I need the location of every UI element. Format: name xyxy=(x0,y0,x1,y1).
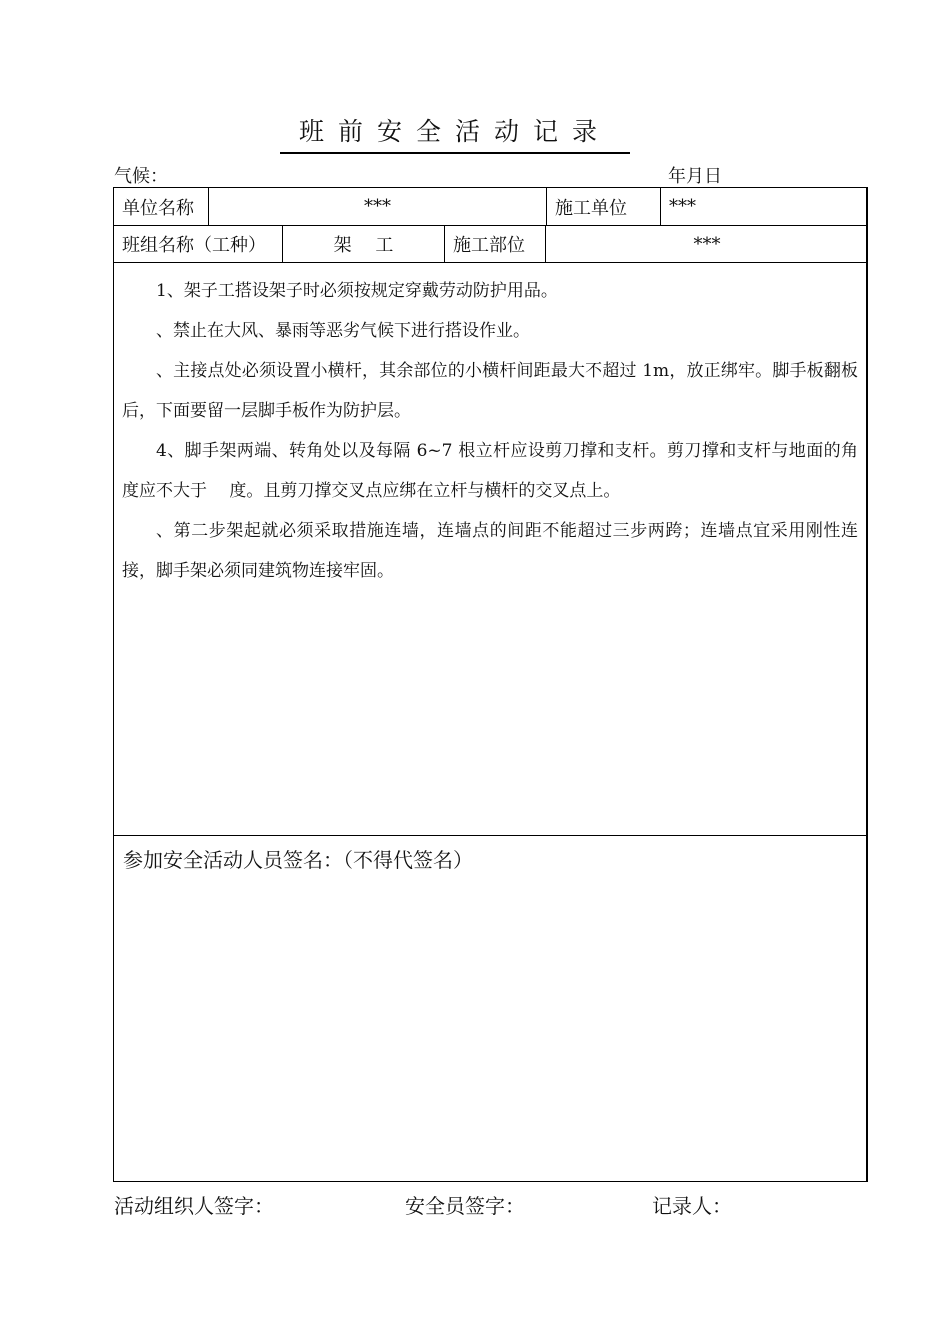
construction-unit-label: 施工单位 xyxy=(546,188,660,225)
page-title: 班前安全活动记录 xyxy=(280,112,630,154)
content-paragraph: 4、脚手架两端、转角处以及每隔 6~7 根立杆应设剪刀撑和支杆。剪刀撑和支杆与地面的角度应不大于 度。且剪刀撑交叉点应绑在立杆与横杆的交叉点上。 xyxy=(122,441,858,501)
team-row xyxy=(114,226,866,263)
recorder-label: 记录人： xyxy=(652,1194,732,1218)
content-paragraph: 、第二步架起就必须采取措施连墙，连墙点的间距不能超过三步两跨；连墙点宜采用刚性连接，脚手架必须同建筑物连接牢固。 xyxy=(122,521,858,581)
unit-row xyxy=(114,188,866,226)
date-label: 年月日 xyxy=(668,166,722,187)
organizer-signature-label: 活动组织人签字： xyxy=(114,1194,274,1218)
team-name-label: 班组名称（工种） xyxy=(122,235,266,256)
content-paragraph: 、主接点处必须设置小横杆，其余部位的小横杆间距最大不超过 1m，放正绑牢。脚手板翻板后，下面要留一层脚手板作为防护层。 xyxy=(122,361,858,421)
activity-record-form xyxy=(113,187,868,1182)
safety-officer-signature-label: 安全员签字： xyxy=(405,1194,525,1218)
construction-unit-value[interactable]: *** xyxy=(660,188,868,225)
construction-part-label: 施工部位 xyxy=(444,226,545,262)
activity-content xyxy=(114,263,866,836)
content-paragraph: 、禁止在大风、暴雨等恶劣气候下进行搭设作业。 xyxy=(156,321,530,341)
content-paragraph: 1、架子工搭设架子时必须按规定穿戴劳动防护用品。 xyxy=(156,281,558,301)
construction-part-value[interactable]: *** xyxy=(545,226,868,262)
unit-name-value[interactable]: *** xyxy=(208,188,546,225)
signature-label: 参加安全活动人员签名：（不得代签名） xyxy=(123,848,473,872)
weather-label: 气候： xyxy=(114,166,168,187)
unit-name-label: 单位名称 xyxy=(122,197,194,219)
team-name-value[interactable]: 架 工 xyxy=(282,226,444,262)
signature-area[interactable] xyxy=(114,836,866,1181)
